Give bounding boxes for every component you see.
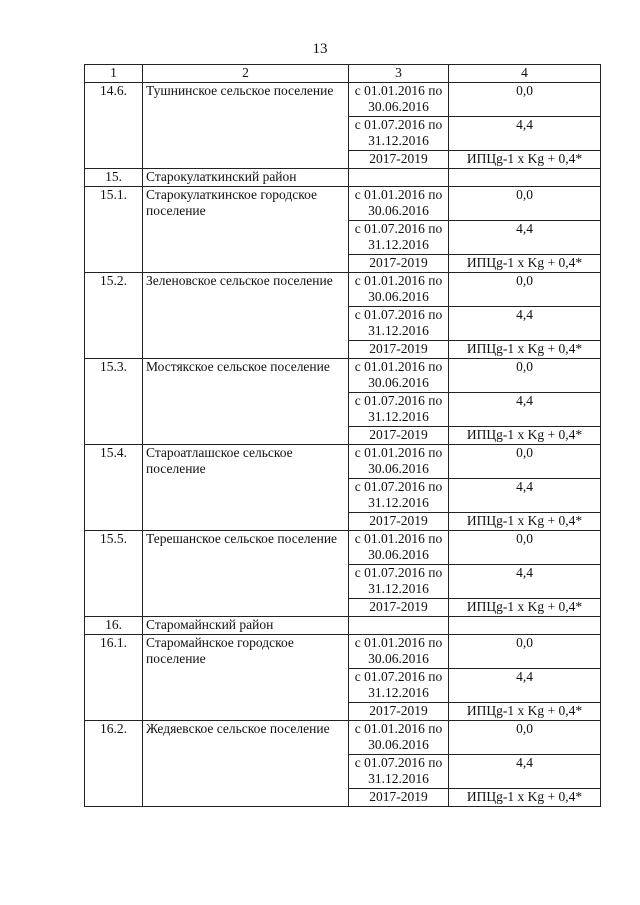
value-cell: 4,4 <box>449 755 601 789</box>
row-number: 16. <box>85 617 143 635</box>
settlement-name: Терешанское сельское поселение <box>143 531 349 617</box>
value-cell: 0,0 <box>449 273 601 307</box>
period-cell <box>349 187 449 221</box>
period-text: с 01.07.2016 по 31.12.2016 <box>354 755 443 786</box>
value-cell: 0,0 <box>449 359 601 393</box>
period-cell <box>349 307 449 341</box>
row-number: 15.3. <box>85 359 143 445</box>
row-number: 16.2. <box>85 721 143 807</box>
value-cell: ИПЦg-1 x Kg + 0,4* <box>449 427 601 445</box>
value-cell: 4,4 <box>449 393 601 427</box>
value-cell: ИПЦg-1 x Kg + 0,4* <box>449 599 601 617</box>
period-cell <box>349 565 449 599</box>
period-cell <box>349 599 449 617</box>
period-cell <box>349 341 449 359</box>
value-cell: 0,0 <box>449 721 601 755</box>
period-text: с 01.01.2016 по 30.06.2016 <box>354 187 443 218</box>
period-text: с 01.01.2016 по 30.06.2016 <box>354 445 443 476</box>
period-text: с 01.07.2016 по 31.12.2016 <box>354 307 443 338</box>
period-cell <box>349 531 449 565</box>
period-cell <box>349 273 449 307</box>
period-cell <box>349 703 449 721</box>
value-cell: 4,4 <box>449 669 601 703</box>
row-number: 15. <box>85 169 143 187</box>
page-number: 13 <box>312 41 328 57</box>
period-text: с 01.01.2016 по 30.06.2016 <box>354 721 443 752</box>
period-cell <box>349 221 449 255</box>
value-cell: ИПЦg-1 x Kg + 0,4* <box>449 513 601 531</box>
value-cell: ИПЦg-1 x Kg + 0,4* <box>449 341 601 359</box>
period-text: с 01.01.2016 по 30.06.2016 <box>354 531 443 562</box>
table-row <box>85 83 601 117</box>
value-cell: ИПЦg-1 x Kg + 0,4* <box>449 151 601 169</box>
period-text: с 01.07.2016 по 31.12.2016 <box>354 393 443 424</box>
empty-cell <box>349 617 449 635</box>
value-cell: 0,0 <box>449 187 601 221</box>
header-col-3: 3 <box>349 65 449 83</box>
period-text: с 01.01.2016 по 30.06.2016 <box>354 273 443 304</box>
period-cell <box>349 789 449 807</box>
table-row <box>85 187 601 221</box>
row-number: 15.2. <box>85 273 143 359</box>
table-row <box>85 635 601 669</box>
table-row <box>85 445 601 479</box>
value-cell: 0,0 <box>449 635 601 669</box>
value-cell: 4,4 <box>449 221 601 255</box>
period-cell <box>349 445 449 479</box>
settlement-name: Зеленовское сельское поселение <box>143 273 349 359</box>
table-body <box>85 65 601 807</box>
period-cell <box>349 755 449 789</box>
value-cell: ИПЦg-1 x Kg + 0,4* <box>449 789 601 807</box>
period-text: 2017-2019 <box>369 789 428 804</box>
period-cell <box>349 427 449 445</box>
period-text: с 01.01.2016 по 30.06.2016 <box>354 359 443 390</box>
header-col-2: 2 <box>143 65 349 83</box>
header-col-1: 1 <box>85 65 143 83</box>
period-cell <box>349 151 449 169</box>
period-text: с 01.07.2016 по 31.12.2016 <box>354 479 443 510</box>
period-text: с 01.07.2016 по 31.12.2016 <box>354 117 443 148</box>
row-number: 16.1. <box>85 635 143 721</box>
table-header-row <box>85 65 601 83</box>
period-text: 2017-2019 <box>369 255 428 270</box>
value-cell: 4,4 <box>449 307 601 341</box>
period-cell <box>349 117 449 151</box>
settlement-name: Мостякское сельское поселение <box>143 359 349 445</box>
period-cell <box>349 635 449 669</box>
value-cell: 0,0 <box>449 445 601 479</box>
period-text: 2017-2019 <box>369 599 428 614</box>
district-row <box>85 169 601 187</box>
period-text: с 01.01.2016 по 30.06.2016 <box>354 635 443 666</box>
period-text: 2017-2019 <box>369 151 428 166</box>
period-cell <box>349 393 449 427</box>
header-col-4: 4 <box>449 65 601 83</box>
empty-cell <box>349 169 449 187</box>
district-row <box>85 617 601 635</box>
period-cell <box>349 255 449 273</box>
district-name: Старокулаткинский район <box>143 169 349 187</box>
table-row <box>85 531 601 565</box>
period-text: с 01.07.2016 по 31.12.2016 <box>354 565 443 596</box>
period-text: 2017-2019 <box>369 513 428 528</box>
period-cell <box>349 83 449 117</box>
tariff-table <box>84 64 601 807</box>
period-text: с 01.01.2016 по 30.06.2016 <box>354 83 443 114</box>
period-text: с 01.07.2016 по 31.12.2016 <box>354 669 443 700</box>
table-row <box>85 359 601 393</box>
row-number: 15.5. <box>85 531 143 617</box>
period-cell <box>349 721 449 755</box>
period-cell <box>349 669 449 703</box>
settlement-name: Старомайнское городское поселение <box>143 635 349 721</box>
period-cell <box>349 513 449 531</box>
district-name: Старомайнский район <box>143 617 349 635</box>
value-cell: 4,4 <box>449 117 601 151</box>
period-text: с 01.07.2016 по 31.12.2016 <box>354 221 443 252</box>
period-text: 2017-2019 <box>369 703 428 718</box>
period-cell <box>349 359 449 393</box>
value-cell: ИПЦg-1 x Kg + 0,4* <box>449 703 601 721</box>
settlement-name: Старокулаткинское городское поселение <box>143 187 349 273</box>
row-number: 15.1. <box>85 187 143 273</box>
settlement-name: Староатлашское сельское поселение <box>143 445 349 531</box>
value-cell: 0,0 <box>449 83 601 117</box>
empty-cell <box>449 169 601 187</box>
period-cell <box>349 479 449 513</box>
table-row <box>85 273 601 307</box>
row-number: 15.4. <box>85 445 143 531</box>
row-number: 14.6. <box>85 83 143 169</box>
empty-cell <box>449 617 601 635</box>
settlement-name: Тушнинское сельское поселение <box>143 83 349 169</box>
value-cell: ИПЦg-1 x Kg + 0,4* <box>449 255 601 273</box>
settlement-name: Жедяевское сельское поселение <box>143 721 349 807</box>
table-row <box>85 721 601 755</box>
period-text: 2017-2019 <box>369 427 428 442</box>
value-cell: 4,4 <box>449 479 601 513</box>
value-cell: 4,4 <box>449 565 601 599</box>
value-cell: 0,0 <box>449 531 601 565</box>
period-text: 2017-2019 <box>369 341 428 356</box>
